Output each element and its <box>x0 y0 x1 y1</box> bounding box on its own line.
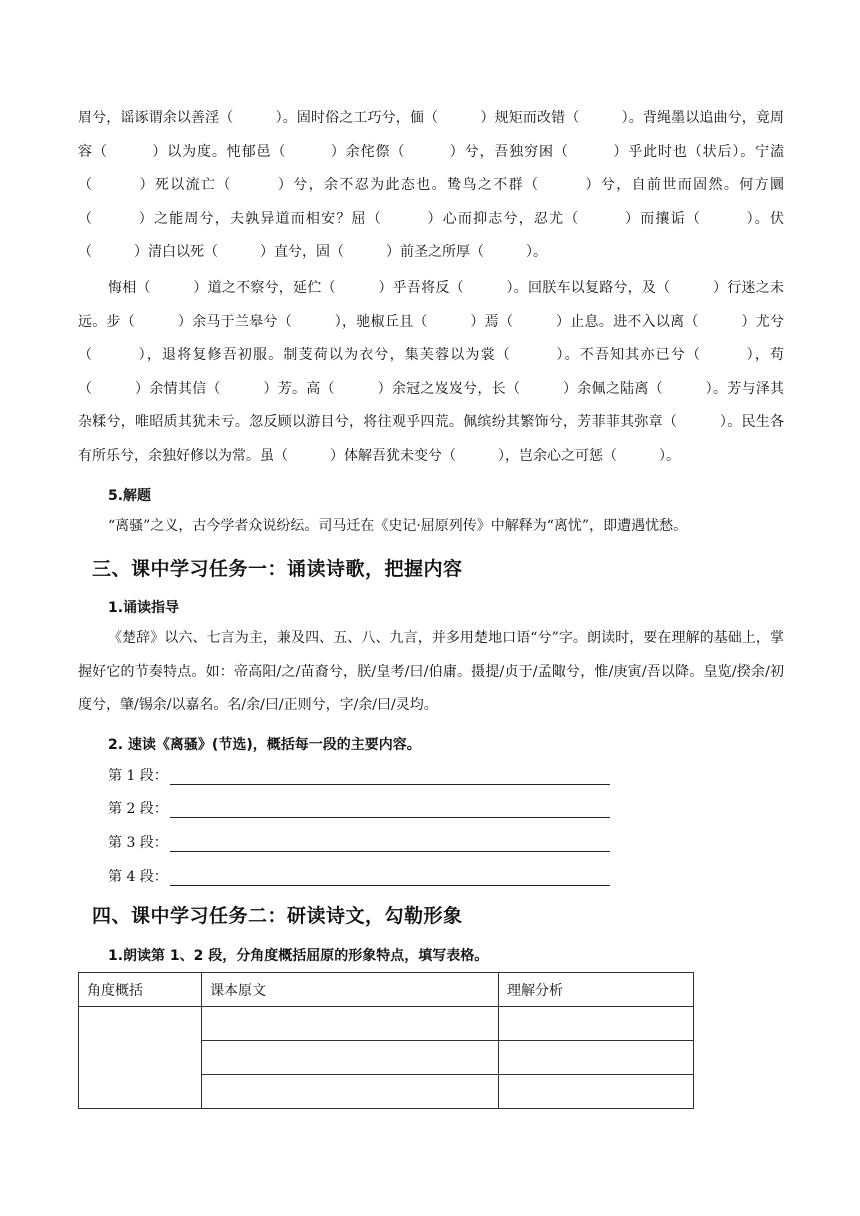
section-4-title: 四、课中学习任务二：研读诗文，勾勒形象 <box>92 905 463 927</box>
answer-line-label: 第 2 段： <box>108 801 168 817</box>
table-cell-angle[interactable] <box>79 1007 202 1109</box>
answer-line-rule <box>170 851 610 852</box>
table-cell-text[interactable] <box>202 1041 499 1075</box>
table-cell-analysis[interactable] <box>499 1075 694 1109</box>
answer-line-label: 第 3 段： <box>108 835 168 851</box>
poem-paragraph-next: 悔相（ ）道之不察兮，延伫（ ）乎吾将反（ ）。回朕车以复路兮，及（ ）行迷之未远。步（ ）余马于兰皋兮（ ），驰椒丘且（ ）焉（ ）止息。进不入以离（ ）尤兮（ ），退将复修吾初服。制芰荷以为衣兮，集芙蓉以为裳（ ）。不吾知其亦已兮（ ），苟（ ）余情其信（ ）芳。高（ ）余冠之岌岌兮，长（ ）余佩之陆离（ ）。芳与泽其杂糅兮，唯昭质其犹未亏。忽反顾以游目兮，将往观乎四荒。佩缤纷其繁饰兮，芳菲菲其弥章（ ）。民生各有所乐兮，余独好修以为常。虽（ ）体解吾犹未变兮（ ），岂余心之可惩（ ）。 <box>78 280 784 464</box>
table-cell-text[interactable] <box>202 1007 499 1041</box>
section-3-item-2-title: 2. 速读《离骚》(节选)，概括每一段的主要内容。 <box>108 737 421 753</box>
table-header-cell: 理解分析 <box>499 973 694 1007</box>
table-header-cell: 角度概括 <box>79 973 202 1007</box>
character-analysis-table <box>78 972 694 1109</box>
section-3-title: 三、课中学习任务一：诵读诗歌，把握内容 <box>92 558 463 580</box>
table-cell-analysis[interactable] <box>499 1041 694 1075</box>
section-4-item-1-title: 1.朗读第 1、2 段，分角度概括屈原的形象特点，填写表格。 <box>108 948 489 964</box>
table-cell-analysis[interactable] <box>499 1007 694 1041</box>
answer-line-rule <box>170 817 610 818</box>
section-3-item-1-title: 1.诵读指导 <box>108 600 180 616</box>
answer-line-label: 第 4 段： <box>108 869 168 885</box>
item-5-title: 5.解题 <box>108 488 152 504</box>
poem-paragraph-continued: 眉兮，谣诼谓余以善淫（ ）。固时俗之工巧兮，偭（ ）规矩而改错（ ）。背绳墨以追曲兮，竟周容（ ）以为度。忳郁邑（ ）余侘傺（ ）兮，吾独穷困（ ）乎此时也（状后）。宁溘（ ）死以流亡（ ）兮，余不忍为此态也。鸷鸟之不群（ ）兮，自前世而固然。何方圜（ ）之能周兮，夫孰异道而相安？屈（ ）心而抑志兮，忍尤（ ）而攘诟（ ）。伏（ ）清白以死（ ）直兮，固（ ）前圣之所厚（ ）。 <box>78 110 784 260</box>
answer-line-label: 第 1 段： <box>108 768 168 784</box>
table-cell-text[interactable] <box>202 1075 499 1109</box>
table-header-row <box>79 973 694 1007</box>
section-3-item-1-text: 《楚辞》以六、七言为主，兼及四、五、八、九言，并多用楚地口语“兮”字。朗读时，要在理解的基础上，掌握好它的节奏特点。如：帝高阳/之/苗裔兮，朕/皇考/曰/伯庸。摄提/贞于/孟陬兮，惟/庚寅/吾以降。皇览/揆余/初度兮，肇/锡余/以嘉名。名/余/曰/正则兮，字/余/曰/灵均。 <box>78 630 784 713</box>
answer-line-rule <box>170 885 610 886</box>
table-row <box>79 1007 694 1041</box>
item-5-text: “离骚”之义，古今学者众说纷纭。司马迁在《史记·屈原列传》中解释为“离忧”，即遭遇忧愁。 <box>108 518 688 534</box>
answer-line-rule <box>170 784 610 785</box>
table-header-cell: 课本原文 <box>202 973 499 1007</box>
